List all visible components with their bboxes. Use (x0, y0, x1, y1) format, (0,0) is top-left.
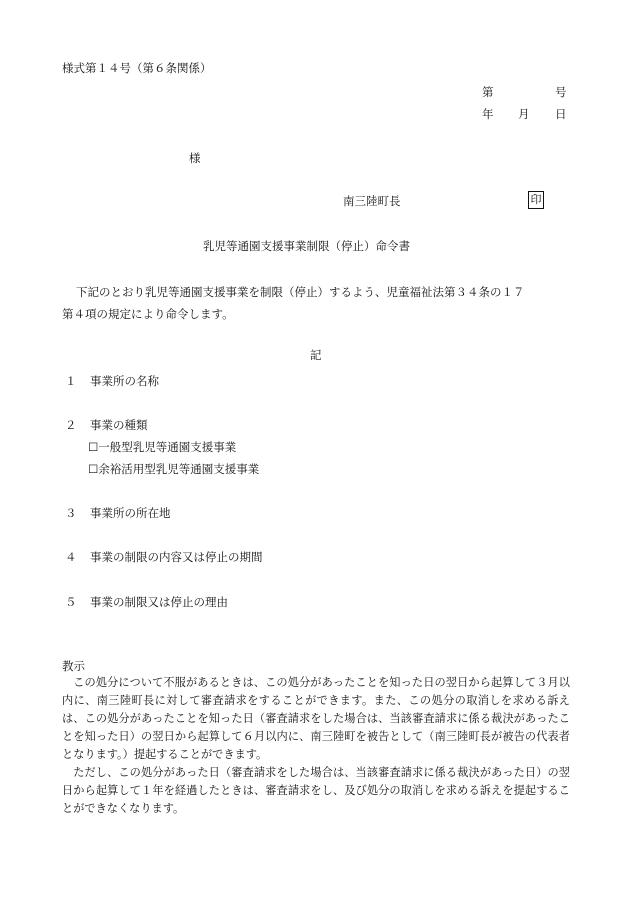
doc-number-prefix: 第 (482, 85, 494, 99)
item-3-label: 事業所の所在地 (90, 506, 171, 520)
ki-heading: 記 (310, 348, 322, 362)
option-general-type: ☐一般型乳児等通園支援事業 (88, 440, 237, 454)
item-1-number: １ (65, 374, 77, 388)
item-2-label: 事業の種類 (90, 418, 148, 432)
body-text-line-2: 第４項の規定により命令します。 (62, 307, 234, 321)
item-1-label: 事業所の名称 (90, 374, 159, 388)
seal-box: 印 (528, 191, 544, 209)
item-3-number: ３ (65, 506, 77, 520)
date-year: 年 (482, 107, 494, 121)
notice-paragraph-1: この処分について不服があるときは、この処分があったことを知った日の翌日から起算して３月以内に、南三陸町長に対して審査請求をすることができます。また、この処分の取消しを求める訴えは、この処分があったことを知った日（審査請求をした場合は、当該審査請求に係る裁決があったことを知った日）の翌日から起算して６月以内に、南三陸町を被告として（南三陸町長が被告の代表者となります。）提起することができます。 (62, 676, 570, 761)
notice-paragraph-2: ただし、この処分があった日（審査請求をした場合は、当該審査請求に係る裁決があった日）の翌日から起算して１年を経過したときは、審査請求をし、及び処分の取消しを求める訴えを提起することができなくなります。 (62, 766, 570, 815)
item-2-number: ２ (65, 418, 77, 432)
addressee-suffix: 様 (189, 151, 201, 165)
option-surplus-type: ☐余裕活用型乳児等通園支援事業 (88, 462, 260, 476)
date-month: 月 (518, 107, 530, 121)
notice-body (62, 674, 570, 818)
body-text-line-1: 下記のとおり乳児等通園支援事業を制限（停止）するよう、児童福祉法第３４条の１７ (76, 285, 525, 299)
doc-number-suffix: 号 (555, 85, 567, 99)
date-day: 日 (555, 107, 567, 121)
item-5-label: 事業の制限又は停止の理由 (90, 595, 228, 609)
notice-heading: 教示 (62, 659, 85, 673)
item-5-number: ５ (65, 595, 77, 609)
issuer-name: 南三陸町長 (343, 194, 401, 208)
item-4-number: ４ (65, 550, 77, 564)
item-4-label: 事業の制限の内容又は停止の期間 (90, 550, 263, 564)
document-title: 乳児等通園支援事業制限（停止）命令書 (203, 239, 410, 253)
form-title: 様式第１４号（第６条関係） (62, 61, 212, 75)
